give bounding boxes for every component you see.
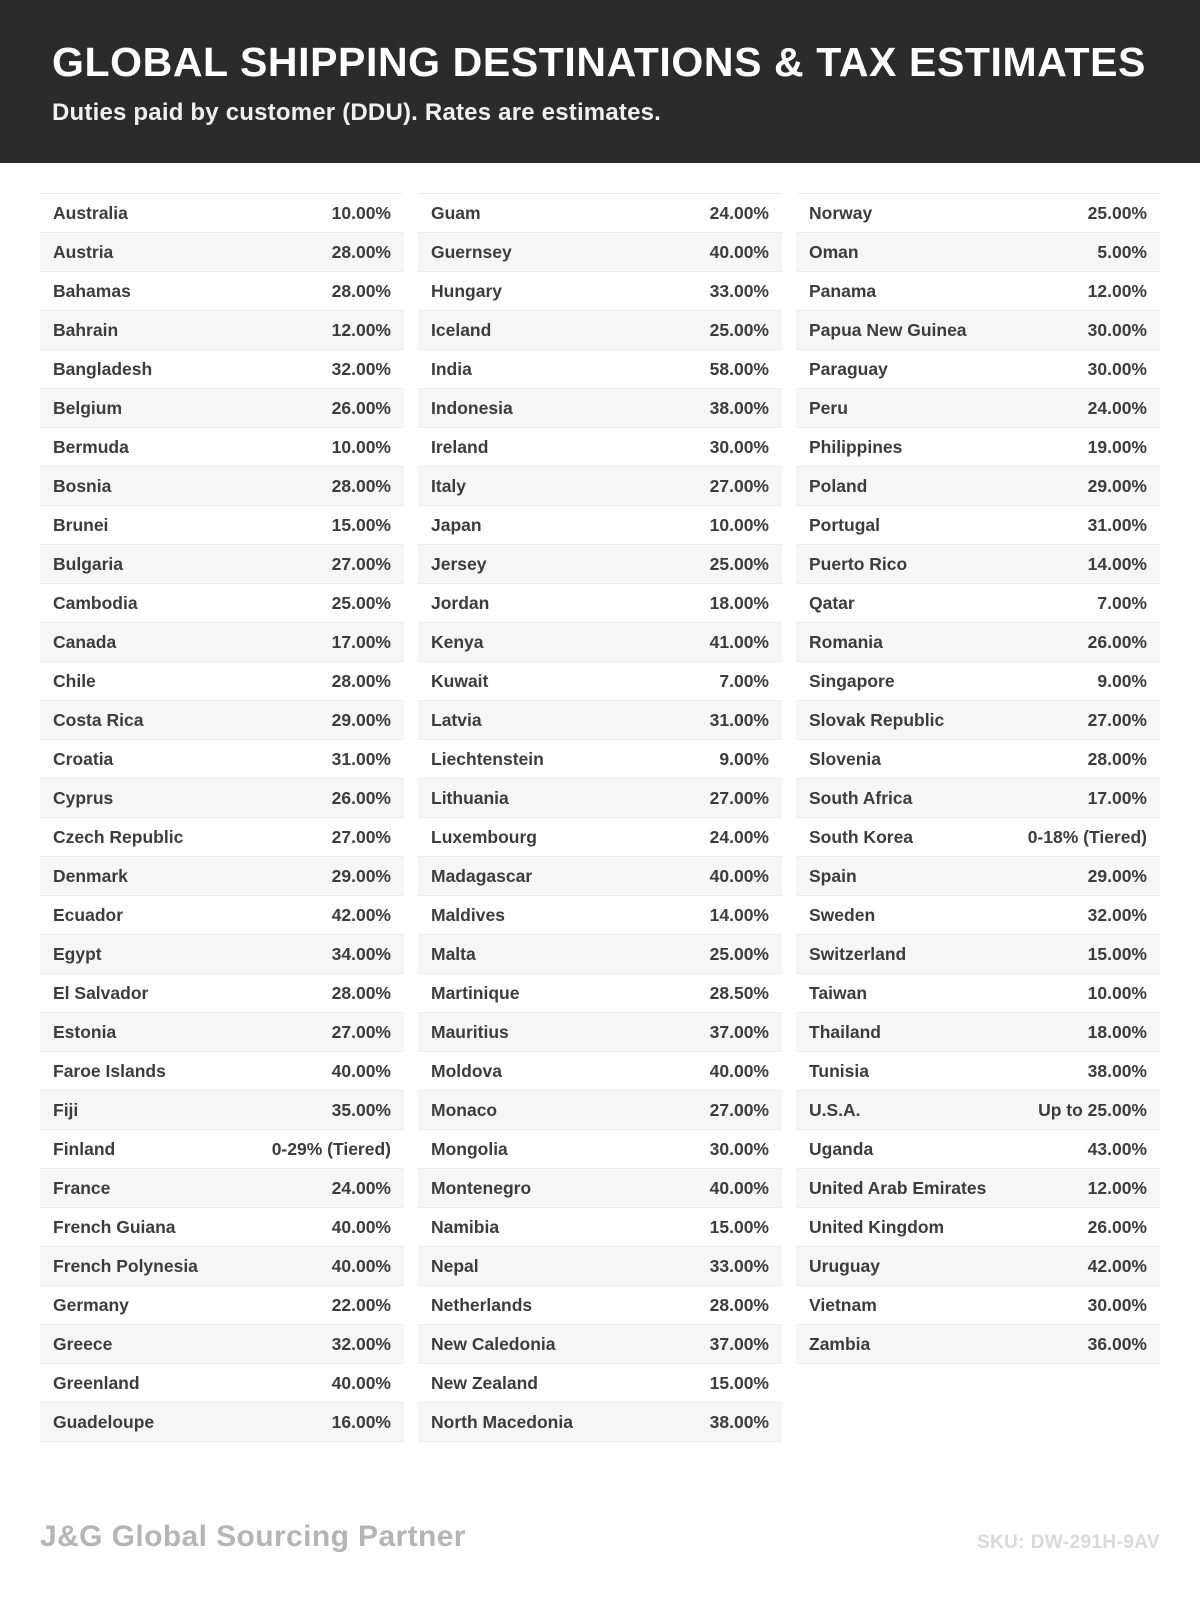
- country-label: Ecuador: [53, 904, 124, 925]
- country-label: Luxembourg: [431, 826, 537, 847]
- country-label: U.S.A.: [809, 1099, 861, 1120]
- table-row: [40, 389, 404, 428]
- table-row: [418, 545, 782, 584]
- rate-value: 35.00%: [331, 1099, 391, 1120]
- table-row: [796, 818, 1160, 857]
- country-label: Philippines: [809, 436, 903, 457]
- country-label: Iceland: [431, 319, 492, 340]
- rate-value: 33.00%: [709, 280, 769, 301]
- country-label: India: [431, 358, 472, 379]
- table-row: [796, 1286, 1160, 1325]
- country-label: Cyprus: [53, 787, 114, 808]
- rate-value: 17.00%: [331, 631, 391, 652]
- rate-value: 31.00%: [709, 709, 769, 730]
- tax-rate-table: [0, 163, 1200, 1442]
- table-row: [418, 1013, 782, 1052]
- country-label: Namibia: [431, 1216, 500, 1237]
- country-label: Bahrain: [53, 319, 119, 340]
- country-label: Bosnia: [53, 475, 112, 496]
- table-row: [418, 740, 782, 779]
- rate-value: 27.00%: [709, 475, 769, 496]
- country-label: Singapore: [809, 670, 895, 691]
- table-row: [418, 1052, 782, 1091]
- rate-value: 27.00%: [331, 1021, 391, 1042]
- rate-value: 40.00%: [331, 1060, 391, 1081]
- table-row: [418, 1091, 782, 1130]
- country-label: Paraguay: [809, 358, 888, 379]
- country-label: France: [53, 1177, 111, 1198]
- country-label: Spain: [809, 865, 857, 886]
- country-label: Jersey: [431, 553, 487, 574]
- rate-value: 28.00%: [331, 280, 391, 301]
- country-label: Guam: [431, 202, 481, 223]
- table-row: [418, 389, 782, 428]
- rate-value: 27.00%: [331, 826, 391, 847]
- country-label: Croatia: [53, 748, 114, 769]
- table-row: [40, 701, 404, 740]
- country-label: Bahamas: [53, 280, 131, 301]
- table-row: [418, 311, 782, 350]
- rate-value: 12.00%: [1087, 280, 1147, 301]
- country-label: Liechtenstein: [431, 748, 544, 769]
- table-row: [796, 233, 1160, 272]
- rate-value: 14.00%: [709, 904, 769, 925]
- country-label: Uruguay: [809, 1255, 880, 1276]
- country-label: Malta: [431, 943, 476, 964]
- rate-value: 10.00%: [1087, 982, 1147, 1003]
- rate-value: 40.00%: [331, 1372, 391, 1393]
- rate-value: 26.00%: [331, 787, 391, 808]
- table-row: [796, 623, 1160, 662]
- table-row: [796, 1247, 1160, 1286]
- rate-value: 32.00%: [1087, 904, 1147, 925]
- country-label: Bermuda: [53, 436, 129, 457]
- country-label: Latvia: [431, 709, 482, 730]
- country-label: Kuwait: [431, 670, 489, 691]
- table-row: [40, 779, 404, 818]
- table-row: [418, 974, 782, 1013]
- table-row: [418, 1364, 782, 1403]
- rate-value: 58.00%: [709, 358, 769, 379]
- rate-value: 18.00%: [709, 592, 769, 613]
- rate-value: 40.00%: [709, 1060, 769, 1081]
- rate-value: 19.00%: [1087, 436, 1147, 457]
- country-label: French Polynesia: [53, 1255, 198, 1276]
- rate-value: 27.00%: [709, 1099, 769, 1120]
- table-row: [796, 779, 1160, 818]
- country-label: North Macedonia: [431, 1411, 573, 1432]
- table-row: [40, 1286, 404, 1325]
- rate-value: 33.00%: [709, 1255, 769, 1276]
- country-label: Fiji: [53, 1099, 79, 1120]
- table-row: [418, 1169, 782, 1208]
- table-row: [418, 233, 782, 272]
- rate-value: 38.00%: [709, 1411, 769, 1432]
- rate-value: 7.00%: [719, 670, 769, 691]
- table-row: [796, 428, 1160, 467]
- country-label: New Zealand: [431, 1372, 538, 1393]
- rate-value: 30.00%: [1087, 1294, 1147, 1315]
- table-row: [418, 506, 782, 545]
- table-row: [796, 1169, 1160, 1208]
- table-row: [796, 896, 1160, 935]
- table-row: [796, 662, 1160, 701]
- country-label: Netherlands: [431, 1294, 533, 1315]
- rate-value: 9.00%: [719, 748, 769, 769]
- table-row: [418, 857, 782, 896]
- rate-value: 16.00%: [331, 1411, 391, 1432]
- rate-value: 43.00%: [1087, 1138, 1147, 1159]
- rate-value: 32.00%: [331, 358, 391, 379]
- rate-value: 12.00%: [1087, 1177, 1147, 1198]
- country-label: Switzerland: [809, 943, 907, 964]
- rate-value: 10.00%: [709, 514, 769, 535]
- rate-value: 18.00%: [1087, 1021, 1147, 1042]
- country-label: Italy: [431, 475, 467, 496]
- country-label: Canada: [53, 631, 117, 652]
- country-label: Romania: [809, 631, 883, 652]
- rate-value: 10.00%: [331, 202, 391, 223]
- table-row: [418, 701, 782, 740]
- table-row: [40, 1403, 404, 1442]
- rate-value: 26.00%: [331, 397, 391, 418]
- country-label: Vietnam: [809, 1294, 877, 1315]
- country-label: Qatar: [809, 592, 855, 613]
- table-row: [40, 272, 404, 311]
- rate-value: 24.00%: [709, 202, 769, 223]
- country-label: Mauritius: [431, 1021, 509, 1042]
- rate-value: 28.00%: [331, 241, 391, 262]
- rate-value: 25.00%: [709, 319, 769, 340]
- rate-value: 28.00%: [331, 475, 391, 496]
- country-label: Puerto Rico: [809, 553, 908, 574]
- table-row: [796, 1013, 1160, 1052]
- rate-value: 17.00%: [1087, 787, 1147, 808]
- table-row: [418, 1130, 782, 1169]
- country-label: Egypt: [53, 943, 102, 964]
- table-row: [418, 1403, 782, 1442]
- country-label: Brunei: [53, 514, 109, 535]
- table-row: [40, 740, 404, 779]
- country-label: Japan: [431, 514, 482, 535]
- country-label: Portugal: [809, 514, 880, 535]
- country-label: Slovak Republic: [809, 709, 945, 730]
- rate-value: 32.00%: [331, 1333, 391, 1354]
- country-label: Panama: [809, 280, 877, 301]
- table-row: [40, 818, 404, 857]
- rate-value: 5.00%: [1097, 241, 1147, 262]
- rate-value: 25.00%: [709, 553, 769, 574]
- rate-value: 27.00%: [331, 553, 391, 574]
- country-label: Peru: [809, 397, 848, 418]
- table-row: [418, 623, 782, 662]
- brand-name: J&G Global Sourcing Partner: [40, 1520, 466, 1553]
- country-label: Greece: [53, 1333, 113, 1354]
- table-row: [796, 740, 1160, 779]
- country-label: Martinique: [431, 982, 520, 1003]
- table-row: [796, 545, 1160, 584]
- table-row: [418, 1247, 782, 1286]
- table-row: [40, 1325, 404, 1364]
- rate-value: 29.00%: [1087, 865, 1147, 886]
- rate-value: 25.00%: [331, 592, 391, 613]
- country-label: Norway: [809, 202, 873, 223]
- country-label: Slovenia: [809, 748, 881, 769]
- table-row: [40, 1013, 404, 1052]
- table-row: [40, 857, 404, 896]
- rate-value: 38.00%: [709, 397, 769, 418]
- table-row: [796, 701, 1160, 740]
- rate-value: 42.00%: [331, 904, 391, 925]
- rate-value: 15.00%: [1087, 943, 1147, 964]
- country-label: Jordan: [431, 592, 490, 613]
- rate-value: 27.00%: [709, 787, 769, 808]
- country-label: Oman: [809, 241, 859, 262]
- table-row: [796, 1091, 1160, 1130]
- table-row: [40, 1364, 404, 1403]
- country-label: Zambia: [809, 1333, 871, 1354]
- rate-value: Up to 25.00%: [1038, 1099, 1147, 1120]
- rate-value: 25.00%: [709, 943, 769, 964]
- rate-value: 12.00%: [331, 319, 391, 340]
- table-row: [40, 584, 404, 623]
- table-row: [418, 467, 782, 506]
- rate-value: 36.00%: [1087, 1333, 1147, 1354]
- country-label: United Arab Emirates: [809, 1177, 987, 1198]
- country-label: Belgium: [53, 397, 123, 418]
- rate-value: 29.00%: [331, 865, 391, 886]
- rate-value: 40.00%: [331, 1255, 391, 1276]
- country-label: Guadeloupe: [53, 1411, 155, 1432]
- rate-value: 28.00%: [1087, 748, 1147, 769]
- rate-value: 42.00%: [1087, 1255, 1147, 1276]
- country-label: Mongolia: [431, 1138, 508, 1159]
- table-row: [418, 662, 782, 701]
- rate-value: 0-18% (Tiered): [1027, 826, 1147, 847]
- table-row: [40, 428, 404, 467]
- table-row: [40, 1169, 404, 1208]
- page-subtitle: Duties paid by customer (DDU). Rates are estimates.: [52, 99, 662, 127]
- table-column-2: [418, 193, 782, 1442]
- table-row: [418, 1325, 782, 1364]
- table-row: [796, 272, 1160, 311]
- table-row: [40, 623, 404, 662]
- rate-value: 24.00%: [331, 1177, 391, 1198]
- table-row: [40, 662, 404, 701]
- page-title: GLOBAL SHIPPING DESTINATIONS & TAX ESTIMATES: [52, 39, 1146, 85]
- country-label: Indonesia: [431, 397, 513, 418]
- rate-value: 28.00%: [709, 1294, 769, 1315]
- footer: [0, 1520, 1200, 1554]
- rate-value: 24.00%: [709, 826, 769, 847]
- rate-value: 9.00%: [1097, 670, 1147, 691]
- rate-value: 31.00%: [331, 748, 391, 769]
- table-row: [40, 350, 404, 389]
- table-row: [40, 545, 404, 584]
- rate-value: 25.00%: [1087, 202, 1147, 223]
- country-label: Faroe Islands: [53, 1060, 166, 1081]
- country-label: Hungary: [431, 280, 502, 301]
- table-column-1: [40, 193, 404, 1442]
- rate-value: 14.00%: [1087, 553, 1147, 574]
- rate-value: 15.00%: [709, 1372, 769, 1393]
- country-label: El Salvador: [53, 982, 149, 1003]
- country-label: Bulgaria: [53, 553, 124, 574]
- rate-value: 40.00%: [709, 865, 769, 886]
- country-label: Taiwan: [809, 982, 868, 1003]
- table-row: [418, 1286, 782, 1325]
- country-label: Cambodia: [53, 592, 138, 613]
- country-label: Maldives: [431, 904, 505, 925]
- rate-value: 29.00%: [1087, 475, 1147, 496]
- table-row: [40, 974, 404, 1013]
- table-row: [40, 1091, 404, 1130]
- table-row: [418, 935, 782, 974]
- table-row: [796, 1208, 1160, 1247]
- rate-value: 28.00%: [331, 670, 391, 691]
- country-label: Moldova: [431, 1060, 502, 1081]
- table-row: [796, 1130, 1160, 1169]
- table-row: [418, 272, 782, 311]
- country-label: Uganda: [809, 1138, 874, 1159]
- table-row: [796, 389, 1160, 428]
- rate-value: 30.00%: [709, 436, 769, 457]
- rate-value: 26.00%: [1087, 1216, 1147, 1237]
- table-row: [796, 506, 1160, 545]
- table-row: [40, 506, 404, 545]
- rate-value: 30.00%: [1087, 358, 1147, 379]
- rate-value: 7.00%: [1097, 592, 1147, 613]
- rate-value: 22.00%: [331, 1294, 391, 1315]
- table-row: [796, 857, 1160, 896]
- table-row: [40, 311, 404, 350]
- country-label: Thailand: [809, 1021, 881, 1042]
- country-label: Finland: [53, 1138, 116, 1159]
- rate-value: 37.00%: [709, 1021, 769, 1042]
- country-label: Australia: [53, 202, 128, 223]
- country-label: Montenegro: [431, 1177, 532, 1198]
- rate-value: 15.00%: [331, 514, 391, 535]
- country-label: Denmark: [53, 865, 128, 886]
- table-row: [418, 584, 782, 623]
- country-label: Estonia: [53, 1021, 117, 1042]
- rate-value: 26.00%: [1087, 631, 1147, 652]
- country-label: Papua New Guinea: [809, 319, 967, 340]
- rate-value: 30.00%: [709, 1138, 769, 1159]
- table-row: [796, 1052, 1160, 1091]
- table-row: [796, 350, 1160, 389]
- header-banner: [0, 0, 1200, 163]
- country-label: Madagascar: [431, 865, 533, 886]
- rate-value: 34.00%: [331, 943, 391, 964]
- country-label: Bangladesh: [53, 358, 153, 379]
- country-label: Costa Rica: [53, 709, 144, 730]
- country-label: South Africa: [809, 787, 913, 808]
- table-row: [796, 467, 1160, 506]
- rate-value: 38.00%: [1087, 1060, 1147, 1081]
- country-label: Czech Republic: [53, 826, 184, 847]
- table-row: [796, 194, 1160, 233]
- rate-value: 31.00%: [1087, 514, 1147, 535]
- rate-value: 37.00%: [709, 1333, 769, 1354]
- country-label: Guernsey: [431, 241, 512, 262]
- country-label: Germany: [53, 1294, 129, 1315]
- table-row: [40, 1130, 404, 1169]
- country-label: French Guiana: [53, 1216, 176, 1237]
- table-row: [40, 194, 404, 233]
- country-label: Kenya: [431, 631, 484, 652]
- country-label: New Caledonia: [431, 1333, 556, 1354]
- country-label: Austria: [53, 241, 114, 262]
- country-label: Greenland: [53, 1372, 140, 1393]
- table-row: [40, 935, 404, 974]
- rate-value: 29.00%: [331, 709, 391, 730]
- table-row: [40, 467, 404, 506]
- rate-value: 40.00%: [709, 241, 769, 262]
- rate-value: 28.50%: [709, 982, 769, 1003]
- rate-value: 41.00%: [709, 631, 769, 652]
- country-label: Tunisia: [809, 1060, 869, 1081]
- table-row: [796, 311, 1160, 350]
- rate-value: 27.00%: [1087, 709, 1147, 730]
- rate-value: 28.00%: [331, 982, 391, 1003]
- table-row: [40, 1208, 404, 1247]
- table-row: [40, 1052, 404, 1091]
- country-label: Chile: [53, 670, 96, 691]
- rate-value: 40.00%: [709, 1177, 769, 1198]
- country-label: Poland: [809, 475, 868, 496]
- rate-value: 0-29% (Tiered): [271, 1138, 391, 1159]
- table-row: [40, 1247, 404, 1286]
- country-label: Ireland: [431, 436, 489, 457]
- rate-value: 24.00%: [1087, 397, 1147, 418]
- table-row: [40, 233, 404, 272]
- rate-value: 15.00%: [709, 1216, 769, 1237]
- country-label: Sweden: [809, 904, 876, 925]
- country-label: United Kingdom: [809, 1216, 945, 1237]
- rate-value: 10.00%: [331, 436, 391, 457]
- table-column-3: [796, 193, 1160, 1364]
- table-row: [796, 935, 1160, 974]
- rate-value: 40.00%: [331, 1216, 391, 1237]
- table-row: [796, 974, 1160, 1013]
- table-row: [418, 428, 782, 467]
- table-row: [40, 896, 404, 935]
- rate-value: 30.00%: [1087, 319, 1147, 340]
- table-row: [418, 194, 782, 233]
- country-label: Nepal: [431, 1255, 479, 1276]
- table-row: [418, 350, 782, 389]
- table-row: [418, 779, 782, 818]
- table-row: [796, 584, 1160, 623]
- sku-label: SKU: DW-291H-9AV: [976, 1532, 1160, 1553]
- table-row: [418, 818, 782, 857]
- table-row: [796, 1325, 1160, 1364]
- table-row: [418, 896, 782, 935]
- table-row: [418, 1208, 782, 1247]
- country-label: Monaco: [431, 1099, 498, 1120]
- country-label: South Korea: [809, 826, 914, 847]
- country-label: Lithuania: [431, 787, 509, 808]
